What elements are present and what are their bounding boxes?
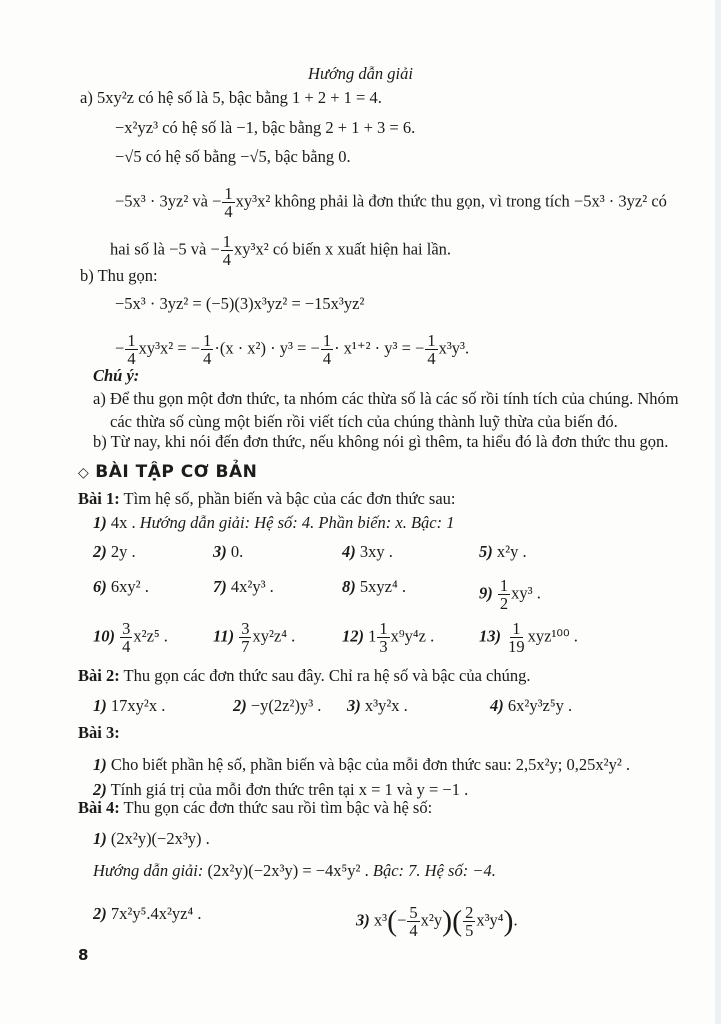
- text-run: Cho biết phần hệ số, phần biến và bậc của mỗi đơn thức sau: 2,5x²y; 0,25x²y² .: [106, 755, 631, 774]
- text-run: x⁹y⁴z .: [390, 626, 435, 646]
- text-run: xy³x² không phải là đơn thức thu gọn, vì trong tích −5x³ · 3yz² có: [235, 191, 667, 211]
- text-run: x³y²x .: [360, 696, 408, 715]
- fraction-numerator: 1: [379, 619, 388, 638]
- solution-b-line-2: [115, 294, 364, 314]
- fraction-denominator: 7: [241, 637, 250, 656]
- text-run: [115, 626, 119, 645]
- item-number: 2): [93, 904, 107, 923]
- fraction-numerator: 1: [322, 331, 332, 350]
- solution-b-line-1: [80, 266, 158, 286]
- text-run: Thu gọn các đơn thức sau đây. Chỉ ra hệ số và bậc của chúng.: [119, 666, 531, 685]
- fraction-numerator: 1: [224, 184, 233, 203]
- text-run: (2x²y)(−2x³y) = −4x⁵y² .: [203, 861, 373, 880]
- text-run: x³y³.: [438, 338, 470, 358]
- item-number: 4): [342, 542, 356, 561]
- text-run: 4x .: [106, 513, 140, 532]
- text-run: 4x²y³ .: [226, 577, 274, 596]
- item-number: 2): [233, 696, 247, 715]
- item-number: 5): [479, 542, 493, 561]
- bai2-prompt: [78, 666, 531, 686]
- parenthesis: (: [452, 904, 463, 938]
- section-heading: [78, 462, 257, 482]
- fraction-denominator: 4: [427, 349, 436, 368]
- text-run: a) 5xy²z có hệ số là 5, bậc bằng 1 + 2 + 1 = 4.: [80, 88, 382, 107]
- fraction-numerator: 1: [499, 576, 509, 595]
- text-run: (2x²y)(−2x³y) .: [106, 829, 210, 848]
- solution-a-line-5: [110, 233, 451, 268]
- text-run: hai số là −5 và −: [110, 239, 220, 259]
- item-number: 2): [93, 542, 107, 561]
- bai3-item-2: [93, 780, 468, 800]
- fraction: [201, 332, 213, 367]
- item-number: 12): [342, 626, 364, 646]
- page-edge: [715, 0, 721, 1024]
- fraction-numerator: 1: [427, 331, 436, 350]
- fraction-denominator: 4: [203, 349, 212, 368]
- fraction: [239, 620, 251, 655]
- text-run: −y(2z²)y³ .: [246, 696, 322, 715]
- fraction-numerator: 3: [241, 619, 250, 638]
- text-run: x³: [369, 910, 388, 930]
- fraction: [498, 577, 510, 612]
- bai1-item-1: [93, 513, 455, 533]
- text-run: 0.: [226, 542, 244, 561]
- item-number: 8): [342, 577, 356, 596]
- item-number: 1): [93, 513, 107, 532]
- fraction-denominator: 4: [222, 250, 232, 269]
- italic-text: Bậc: 7. Hệ số: −4.: [372, 861, 496, 880]
- text-run: −5x³ · 3yz² = (−5)(3)x³yz² = −15x³yz²: [115, 294, 365, 313]
- item-number: 1): [93, 829, 107, 848]
- item-number: 6): [93, 577, 107, 596]
- bai2-item-4: [490, 696, 572, 716]
- item-number: 4): [490, 696, 504, 715]
- fraction-denominator: 4: [122, 637, 131, 656]
- bai2-item-2: [233, 696, 321, 716]
- fraction: [377, 620, 389, 655]
- text-run: a) Để thu gọn một đơn thức, ta nhóm các thừa số là các số rồi tính tích của chúng. Nhóm: [93, 389, 679, 408]
- bai1-item-9: [479, 577, 541, 612]
- text-run: xy³x² = −: [138, 338, 201, 358]
- text-run: −: [397, 910, 407, 930]
- fraction: [321, 332, 333, 367]
- text-run: x²y .: [492, 542, 527, 561]
- bai1-item-6: [93, 577, 149, 597]
- solution-title: [0, 64, 721, 84]
- fraction-denominator: 2: [499, 594, 509, 613]
- bai1-item-11: [213, 620, 295, 655]
- text-run: Tìm hệ số, phần biến và bậc của các đơn thức sau:: [119, 489, 456, 508]
- fraction-numerator: 1: [203, 331, 212, 350]
- item-number: 13): [479, 626, 501, 646]
- solution-a-line-2: [115, 118, 415, 138]
- page-number: 8: [78, 946, 89, 964]
- text-run: ·(x · x²) · y³ = −: [214, 338, 320, 358]
- fraction-denominator: 5: [465, 921, 474, 940]
- text-run: −5x³ · 3yz² và −: [115, 191, 222, 211]
- bai3-item-1: [93, 755, 630, 775]
- bai1-item-5: [479, 542, 527, 562]
- italic-text: Hướng dẫn giải:: [93, 861, 204, 880]
- text-run: Tính giá trị của mỗi đơn thức trên tại x = 1 và y = −1 .: [106, 780, 469, 799]
- item-number: 11): [213, 626, 235, 646]
- fraction: [221, 233, 233, 268]
- text-run: b) Từ nay, khi nói đến đơn thức, nếu không nói gì thêm, ta hiểu đó là đơn thức thu gọn.: [93, 432, 669, 451]
- fraction: [506, 620, 527, 655]
- text-run: 7x²y⁵.4x²yz⁴ .: [106, 904, 202, 923]
- item-number: 1): [93, 755, 107, 774]
- item-number: 10): [93, 626, 115, 646]
- fraction: [407, 904, 419, 939]
- text-run: −x²yz³ có hệ số là −1, bậc bằng 2 + 1 + 3 = 6.: [115, 118, 416, 137]
- item-number: 3): [347, 696, 361, 715]
- text-run: .: [513, 910, 518, 930]
- fraction-numerator: 5: [409, 903, 418, 922]
- text-run: 3xy .: [355, 542, 393, 561]
- item-number: 1): [93, 696, 107, 715]
- text-run: [493, 583, 497, 602]
- text-run: Thu gọn các đơn thức sau rồi tìm bậc và hệ số:: [119, 798, 433, 817]
- bai3-prompt: [78, 723, 120, 743]
- item-number: 9): [479, 583, 493, 603]
- bai1-item-4: [342, 542, 393, 562]
- parenthesis: ): [442, 904, 453, 938]
- fraction-numerator: 1: [222, 232, 232, 251]
- fraction-numerator: 3: [122, 619, 131, 638]
- text-run: −√5 có hệ số bằng −√5, bậc bằng 0.: [115, 147, 351, 166]
- bai4-prompt: [78, 798, 432, 818]
- fraction-denominator: 4: [127, 349, 136, 368]
- text-run: [501, 626, 505, 645]
- italic-text: Hướng dẫn giải: [308, 64, 413, 83]
- text-run: xy³ .: [511, 583, 541, 603]
- text-run: · x¹⁺² · y³ = −: [334, 338, 425, 358]
- bold-label: Bài 4:: [78, 798, 120, 817]
- diamond-outline-icon: ◇: [78, 465, 90, 481]
- bold-label: Bài 1:: [78, 489, 120, 508]
- item-number: 3): [356, 910, 370, 930]
- bai2-item-3: [347, 696, 408, 716]
- text-run: xy²z⁴ .: [252, 626, 296, 646]
- italic-text: Hướng dẫn giải: Hệ số: 4. Phần biến: x. Bậc: 1: [139, 513, 455, 532]
- fraction-denominator: 4: [409, 921, 418, 940]
- text-run: xy³x² có biến x xuất hiện hai lần.: [234, 239, 452, 259]
- bold-label: Bài 3:: [78, 723, 120, 742]
- text-run: các thừa số cùng một biến rồi viết tích của chúng thành luỹ thừa của biến đó.: [110, 412, 618, 431]
- fraction-numerator: 1: [127, 331, 136, 350]
- fraction: [463, 904, 475, 939]
- note-line-3: [93, 432, 668, 452]
- note-line-2: [110, 412, 618, 432]
- bai2-item-1: [93, 696, 165, 716]
- note-line-1: [93, 389, 679, 409]
- fraction: [125, 332, 137, 367]
- parenthesis: (: [387, 904, 398, 938]
- bai4-item-1: [93, 829, 210, 849]
- bold-label: Bài 2:: [78, 666, 120, 685]
- bai1-item-7: [213, 577, 274, 597]
- bai4-item-2: [93, 904, 201, 924]
- fraction-denominator: 3: [379, 637, 388, 656]
- fraction-denominator: 4: [322, 349, 332, 368]
- text-run: x²y: [420, 910, 443, 930]
- fraction-denominator: 19: [508, 637, 525, 656]
- solution-a-line-1: [80, 88, 382, 108]
- solution-b-line-3: [115, 332, 469, 367]
- text-run: 6x²y³z⁵y .: [503, 696, 573, 715]
- text-run: 6xy² .: [106, 577, 149, 596]
- bai1-item-10: [93, 620, 168, 655]
- note-title: [93, 366, 139, 386]
- text-run: 1: [364, 626, 377, 646]
- text-run: b) Thu gọn:: [80, 266, 158, 285]
- section-title: BÀI TẬP CƠ BẢN: [95, 462, 258, 482]
- text-run: 5xyz⁴ .: [355, 577, 406, 596]
- fraction: [425, 332, 437, 367]
- text-run: −: [115, 338, 125, 358]
- item-number: 3): [213, 542, 227, 561]
- bai4-item-3: [356, 904, 518, 939]
- fraction-denominator: 4: [224, 202, 233, 221]
- bai1-prompt: [78, 489, 456, 509]
- item-number: 7): [213, 577, 227, 596]
- text-run: x³y⁴: [476, 910, 504, 930]
- bai4-hint: [93, 861, 496, 881]
- text-run: xyz¹⁰⁰ .: [527, 626, 578, 646]
- fraction-numerator: 1: [512, 619, 521, 638]
- solution-a-line-4: [115, 185, 667, 220]
- bai1-item-13: [479, 620, 578, 655]
- bai1-item-8: [342, 577, 406, 597]
- fraction-numerator: 2: [465, 903, 474, 922]
- parenthesis: ): [503, 904, 514, 938]
- fraction: [120, 620, 132, 655]
- bai1-item-12: [342, 620, 434, 655]
- bai1-item-2: [93, 542, 136, 562]
- text-run: x²z⁵ .: [133, 626, 168, 646]
- text-run: [234, 626, 238, 645]
- text-run: 17xy²x .: [106, 696, 166, 715]
- fraction: [222, 185, 234, 220]
- solution-a-line-3: [115, 147, 351, 167]
- item-number: 2): [93, 780, 107, 799]
- text-run: 2y .: [106, 542, 136, 561]
- item-number: Chú ý:: [93, 366, 140, 385]
- bai1-item-3: [213, 542, 243, 562]
